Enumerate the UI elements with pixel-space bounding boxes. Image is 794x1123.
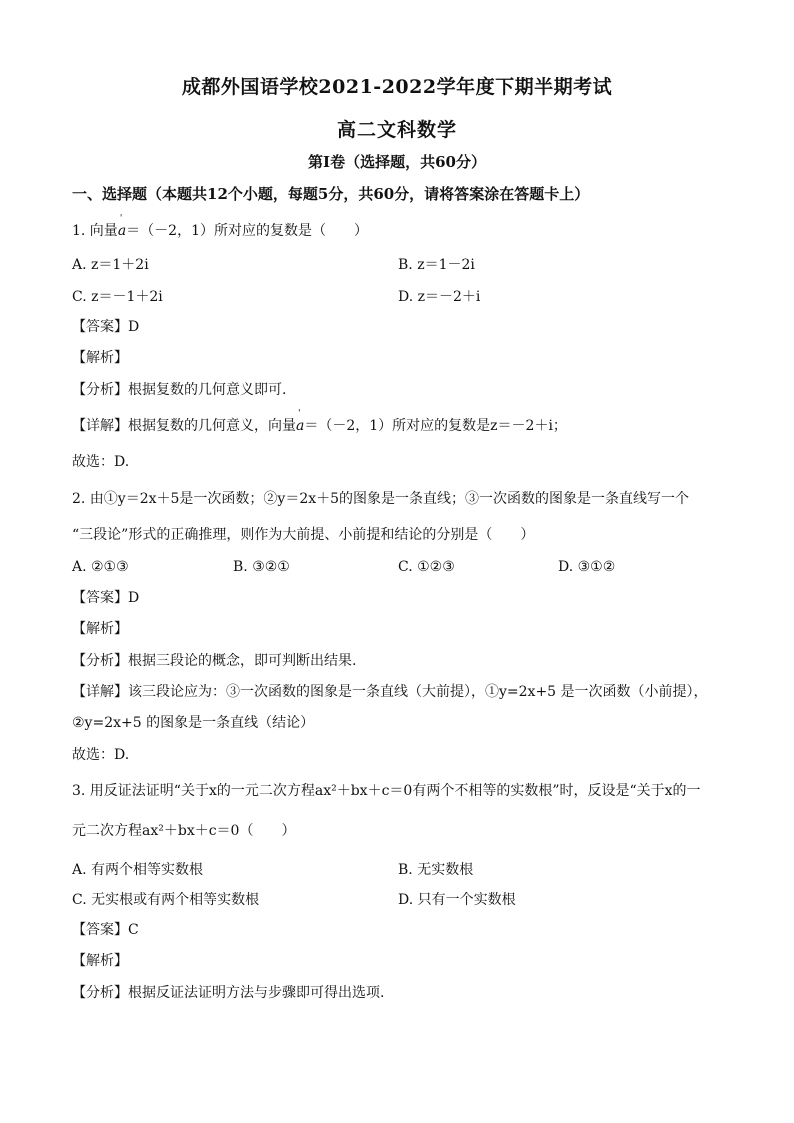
q2-option-d: D. ③①② — [558, 559, 616, 575]
q2-fenxi — [72, 652, 356, 670]
q2-option-a: A. ②①③ — [72, 559, 129, 575]
q1-guxuan: 故选：D. — [72, 454, 130, 470]
q2-stem-line1: 2. 由①y＝2x＋5是一次函数；②y＝2x＋5的图象是一条直线；③一次函数的图象是一条直线写一个 — [72, 491, 690, 507]
q3-option-b: B. 无实数根 — [398, 862, 474, 878]
q2-answer — [72, 589, 139, 607]
answer-label: 【答案】 — [72, 922, 128, 938]
volume-heading: 第Ⅰ卷（选择题，共60分） — [308, 153, 486, 171]
q1-vector-name: a — [117, 223, 127, 239]
q1-option-c: C. z＝－1＋2i — [72, 289, 163, 305]
q2-stem-line2: “三段论”形式的正确推理，则作为大前提、小前提和结论的分别是（ ） — [72, 527, 535, 543]
q3-stem-line1: 3. 用反证法证明“关于x的一元二次方程ax²＋bx＋c＝0有两个不相等的实数根”时，反设是“关于x的一 — [72, 783, 701, 799]
q2-jiexi: 【解析】 — [72, 621, 128, 637]
q1-xiangjie-vector-name: a — [296, 418, 305, 434]
exam-subject: 高二文科数学 — [336, 119, 457, 141]
answer-label: 【答案】 — [72, 590, 128, 606]
answer-label: 【答案】 — [72, 319, 128, 335]
q2-xiangjie-line2: ②y=2x+5 的图象是一条直线（结论） — [72, 715, 315, 731]
xiangjie-text: 该三段论应为：③一次函数的图象是一条直线（大前提），①y=2x+5 是一次函数（小前提）， — [128, 684, 708, 700]
q2-option-c: C. ①②③ — [398, 559, 455, 575]
q3-option-c: C. 无实根或有两个相等实数根 — [72, 892, 260, 908]
q1-jiexi: 【解析】 — [72, 350, 128, 366]
q3-option-d: D. 只有一个实数根 — [398, 892, 516, 908]
q1-stem — [72, 214, 368, 240]
q3-answer — [72, 921, 139, 939]
q2-option-b: B. ③②① — [233, 559, 290, 575]
q1-option-d: D. z＝－2＋i — [398, 289, 481, 305]
fenxi-label: 【分析】 — [72, 382, 128, 398]
xiangjie-label: 【详解】 — [72, 418, 128, 434]
q3-jiexi: 【解析】 — [72, 953, 128, 969]
fenxi-text: 根据三段论的概念，即可判断出结果. — [128, 653, 357, 669]
fenxi-text: 根据复数的几何意义即可. — [128, 382, 287, 398]
q3-fenxi — [72, 984, 384, 1002]
q3-stem-line2: 元二次方程ax²＋bx＋c＝0（ ） — [72, 823, 296, 839]
q2-xiangjie-line1 — [72, 683, 708, 701]
q1-option-b: B. z＝1－2i — [398, 257, 475, 273]
fenxi-label: 【分析】 — [72, 653, 128, 669]
q1-stem-post: ＝（－2，1）所对应的复数是（ ） — [126, 223, 368, 239]
section-heading: 一、选择题（本题共12个小题，每题5分，共60分，请将答案涂在答题卡上） — [72, 185, 590, 203]
q1-answer — [72, 318, 139, 336]
exam-title: 成都外国语学校2021-2022学年度下期半期考试 — [181, 76, 613, 98]
answer-value: D — [128, 590, 140, 606]
fenxi-text: 根据反证法证明方法与步骤即可得出选项. — [128, 985, 385, 1001]
answer-value: D — [128, 319, 140, 335]
q1-xiangjie-vector — [296, 409, 305, 435]
answer-value: C — [128, 922, 139, 938]
q1-option-a: A. z＝1＋2i — [72, 257, 149, 273]
q2-guxuan: 故选：D. — [72, 747, 130, 763]
q1-vector-mark: ' — [119, 214, 123, 224]
q3-option-a: A. 有两个相等实数根 — [72, 862, 204, 878]
q1-xiangjie-vector-mark: ' — [298, 409, 301, 419]
xiangjie-pre: 根据复数的几何意义，向量 — [128, 418, 296, 434]
xiangjie-label: 【详解】 — [72, 684, 128, 700]
xiangjie-post: ＝（－2，1）所对应的复数是z＝－2＋i； — [304, 418, 567, 434]
q1-stem-pre: 1. 向量 — [72, 223, 118, 239]
q1-fenxi — [72, 381, 286, 399]
fenxi-label: 【分析】 — [72, 985, 128, 1001]
q1-vector — [117, 214, 127, 240]
q1-xiangjie — [72, 409, 567, 435]
